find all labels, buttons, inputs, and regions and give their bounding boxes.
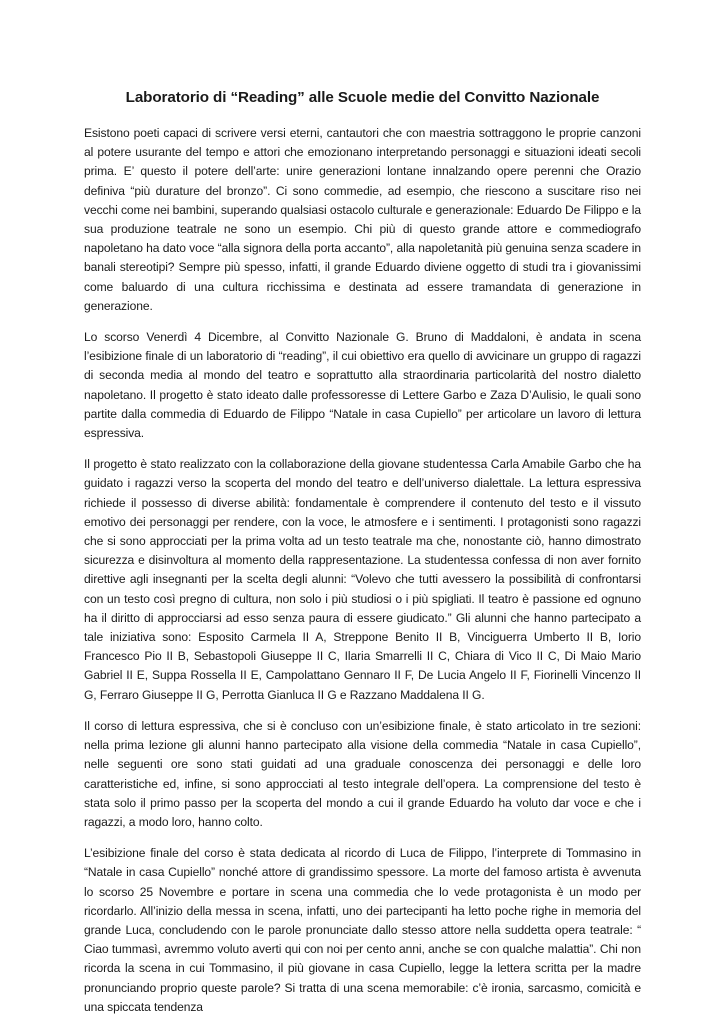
article-title: Laboratorio di “Reading” alle Scuole medie del Convitto Nazionale [125,89,600,106]
paragraph-event: Lo scorso Venerdì 4 Dicembre, al Convitto Nazionale G. Bruno di Maddaloni, è andata in scena l’esibizione finale di un laboratorio di “reading”, il cui obiettivo era quello di avvicinare un gruppo di ragazzi di seconda media al mondo del teatro e soprattutto alla straordinaria particolarità del nostro dialetto napoletano. Il progetto è stato ideato dalle professoresse di Lettere Garbo e Zaza D’Aulisio, le quali sono partite dalla commedia di Eduardo de Filippo “Natale in casa Cupiello” per articolare un lavoro di lettura espressiva. [84,330,641,441]
paragraph-course: Il corso di lettura espressiva, che si è concluso con un’esibizione finale, è stato articolato in tre sezioni: nella prima lezione gli alunni hanno partecipato alla visione della commedia “Natale in casa Cupiello”, nelle seguenti ore sono stati guidati ad una graduale conoscenza dei personaggi e delle loro caratteristiche ed, infine, si sono approcciati al testo integrale dell’opera. La comprensione del testo è stata solo il primo passo per la scoperta del mondo a cui il grande Eduardo ha voluto dar voce e che i ragazzi, a modo loro, hanno colto. [84,718,641,829]
paragraph-final-exhibition: L’esibizione finale del corso è stata dedicata al ricordo di Luca de Filippo, l’interprete di Tommasino in “Natale in casa Cupiello” nonché attore di grandissimo spessore. La morte del famoso artista è avvenuta lo scorso 25 Novembre e portare in scena una commedia che lo vede protagonista è un modo per ricordarlo. All’inizio della messa in scena, infatti, uno dei partecipanti ha letto poche righe in memoria del grande Luca, concludendo con le parole pronunciate dallo stesso attore nella suddetta opera teatrale: “ Ciao tummasì, avremmo voluto averti qui con noi per cento anni, anche se con qualche malattia”. Chi non ricorda la scena in cui Tommasino, il più giovane in casa Cupiello, legge la lettera scritta per la madre pronunciando proprio queste parole? Si tratta di una scena memorabile: c’è ironia, sarcasmo, comicità e una spiccata tendenza [84,846,641,1014]
paragraph-project: Il progetto è stato realizzato con la collaborazione della giovane studentessa Carla Amabile Garbo che ha guidato i ragazzi verso la scoperta del mondo del teatro e dell’universo dialettale. La lettura espressiva richiede il possesso di diverse abilità: fondamentale è comprendere il contenuto del testo e il vissuto emotivo dei personaggi per rendere, con la voce, le atmosfere e i sentimenti. I protagonisti sono ragazzi che si sono approcciati per la prima volta ad un testo teatrale ma che, nonostante ciò, hanno dimostrato sicurezza e disinvoltura al momento della rappresentazione. La studentessa confessa di non aver fornito direttive agli insegnanti per la scelta degli alunni: “Volevo che tutti avessero la possibilità di confrontarsi con un testo così pregno di cultura, non solo i più studiosi o i più spigliati. Il teatro è passione ed ognuno ha il diritto di approcciarsi ad esso senza paura di essere giudicato.” Gli alunni che hanno partecipato a tale iniziativa sono: Esposito Carmela II A, Streppone Benito II B, Vinciguerra Umberto II B, Iorio Francesco Pio II B, Sebastopoli Giuseppe II C, Ilaria Smarrelli II C, Chiara di Vico II C, Di Maio Mario Gabriel II E, Suppa Rossella II E, Campolattano Gennaro II F, De Lucia Angelo II F, Fiorinelli Vincenzo II G, Ferraro Giuseppe II G, Perrotta Gianluca II G e Razzano Maddalena II G. [84,457,641,702]
paragraph-intro: Esistono poeti capaci di scrivere versi eterni, cantautori che con maestria sottraggono le proprie canzoni al potere usurante del tempo e attori che emozionano interpretando personaggi e situazioni ideati secoli prima. E’ questo il potere dell’arte: unire generazioni lontane innalzando opere perenni che Orazio definiva “più durature del bronzo”. Ci sono commedie, ad esempio, che riescono a suscitare riso nei vecchi come nei bambini, superando qualsiasi ostacolo culturale e generazionale: Eduardo De Filippo e la sua produzione teatrale ne sono un esempio. Chi più di questo grande attore e commediografo napoletano ha dato voce “alla signora della porta accanto”, alla napoletanità più genuina senza scadere in banali stereotipi? Sempre più spesso, infatti, il grande Eduardo diviene oggetto di studi tra i giovanissimi come baluardo di una cultura ricchissima e destinata ad essere tramandata di generazione in generazione. [84,126,641,313]
